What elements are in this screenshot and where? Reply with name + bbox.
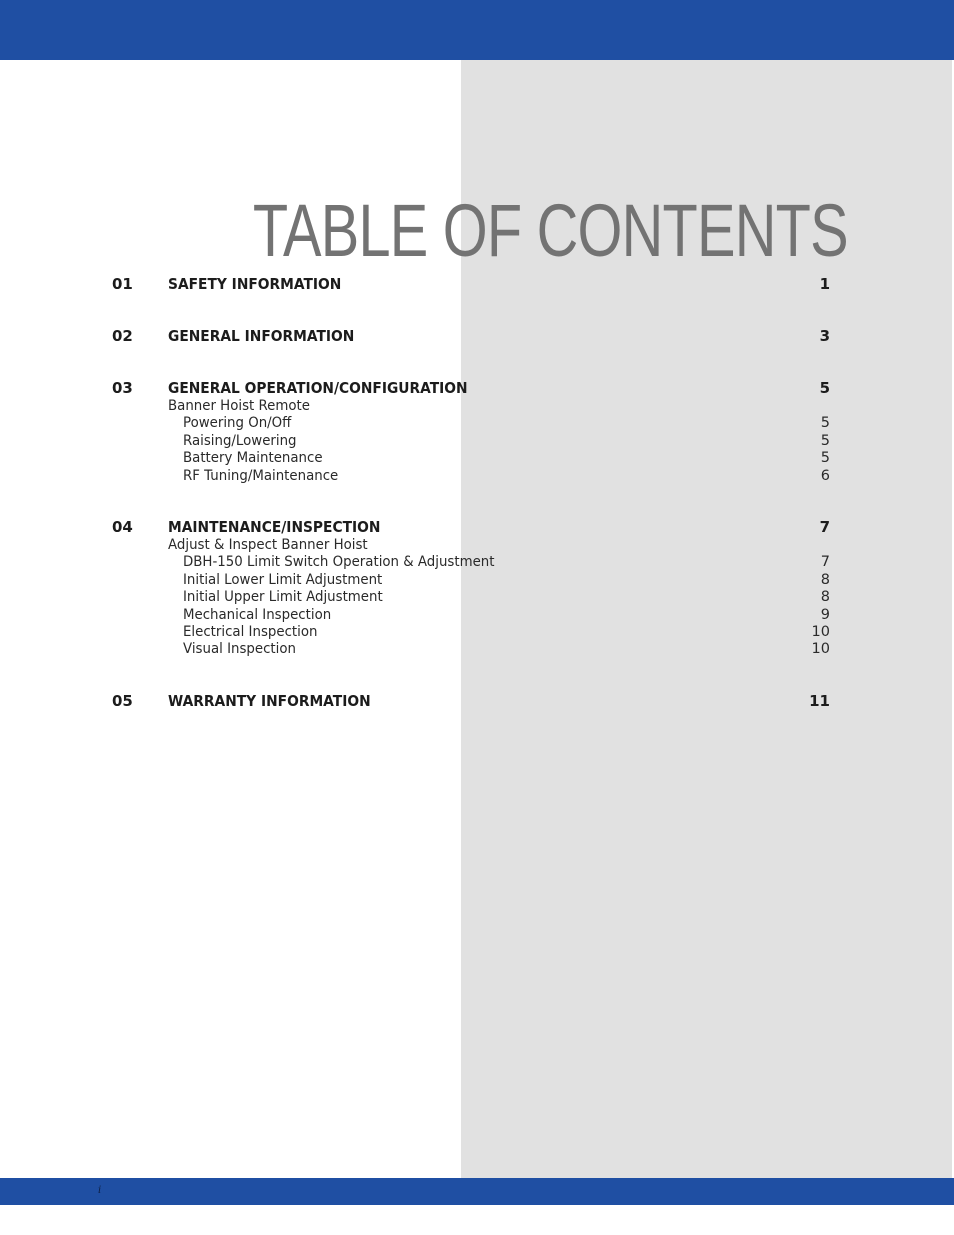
entry-label: Battery Maintenance xyxy=(183,450,323,467)
footer-page-number: i xyxy=(98,1185,102,1196)
toc-section-04 xyxy=(112,518,832,659)
toc-entry[interactable] xyxy=(112,468,832,485)
toc-entry[interactable] xyxy=(112,415,832,432)
section-page-number: 5 xyxy=(819,379,830,397)
toc-section-heading[interactable] xyxy=(112,327,832,346)
entry-page-number: 6 xyxy=(820,467,830,484)
table-of-contents xyxy=(112,275,832,744)
entry-page-number: 5 xyxy=(820,415,830,432)
section-title: SAFETY INFORMATION xyxy=(168,275,342,293)
entry-label: Visual Inspection xyxy=(183,641,296,658)
section-page-number: 11 xyxy=(809,691,830,710)
entry-label: Mechanical Inspection xyxy=(183,606,332,623)
page-title: TABLE OF CONTENTS xyxy=(252,189,848,272)
section-page-number: 1 xyxy=(819,275,830,293)
entry-label: Initial Upper Limit Adjustment xyxy=(183,589,383,606)
entry-page-number: 8 xyxy=(820,571,830,588)
section-title: GENERAL OPERATION/CONFIGURATION xyxy=(168,379,468,397)
toc-section-01 xyxy=(112,275,832,294)
entry-label: Electrical Inspection xyxy=(183,623,318,640)
subheading-label: Banner Hoist Remote xyxy=(168,398,310,414)
toc-entry[interactable] xyxy=(112,641,832,658)
entry-page-number: 7 xyxy=(820,554,830,571)
entry-label: RF Tuning/Maintenance xyxy=(183,467,339,484)
entry-page-number: 5 xyxy=(820,432,830,449)
toc-section-03 xyxy=(112,379,832,485)
entry-page-number: 5 xyxy=(820,450,830,467)
toc-entry[interactable] xyxy=(112,572,832,589)
entry-label: DBH-150 Limit Switch Operation & Adjustment xyxy=(183,554,495,571)
toc-entry[interactable] xyxy=(112,433,832,450)
header-band xyxy=(0,0,954,60)
toc-entry[interactable] xyxy=(112,554,832,571)
entry-page-number: 10 xyxy=(811,641,830,658)
entry-page-number: 10 xyxy=(811,623,830,640)
section-number: 01 xyxy=(112,275,133,293)
entry-page-number: 9 xyxy=(820,606,830,623)
section-title: GENERAL INFORMATION xyxy=(168,327,355,345)
toc-section-05 xyxy=(112,692,832,711)
toc-entry[interactable] xyxy=(112,607,832,624)
section-number: 04 xyxy=(112,517,133,536)
toc-entry[interactable] xyxy=(112,450,832,467)
entry-label: Raising/Lowering xyxy=(183,432,297,449)
subheading-label: Adjust & Inspect Banner Hoist xyxy=(168,536,368,553)
toc-section-02 xyxy=(112,327,832,346)
entry-label: Powering On/Off xyxy=(183,415,292,432)
section-number: 05 xyxy=(112,691,133,710)
toc-subheading[interactable] xyxy=(112,398,832,415)
entry-label: Initial Lower Limit Adjustment xyxy=(183,571,383,588)
toc-section-heading[interactable] xyxy=(112,692,832,711)
toc-subheading[interactable] xyxy=(112,537,832,554)
section-number: 02 xyxy=(112,327,133,345)
section-page-number: 3 xyxy=(819,327,830,345)
footer-band xyxy=(0,1178,954,1205)
toc-section-heading[interactable] xyxy=(112,275,832,294)
section-number: 03 xyxy=(112,379,133,397)
section-title: WARRANTY INFORMATION xyxy=(168,691,371,710)
toc-section-heading[interactable] xyxy=(112,379,832,398)
toc-section-heading[interactable] xyxy=(112,518,832,537)
toc-entry[interactable] xyxy=(112,589,832,606)
toc-entry[interactable] xyxy=(112,624,832,641)
section-title: MAINTENANCE/INSPECTION xyxy=(168,517,381,536)
section-page-number: 7 xyxy=(819,517,830,536)
entry-page-number: 8 xyxy=(820,589,830,606)
